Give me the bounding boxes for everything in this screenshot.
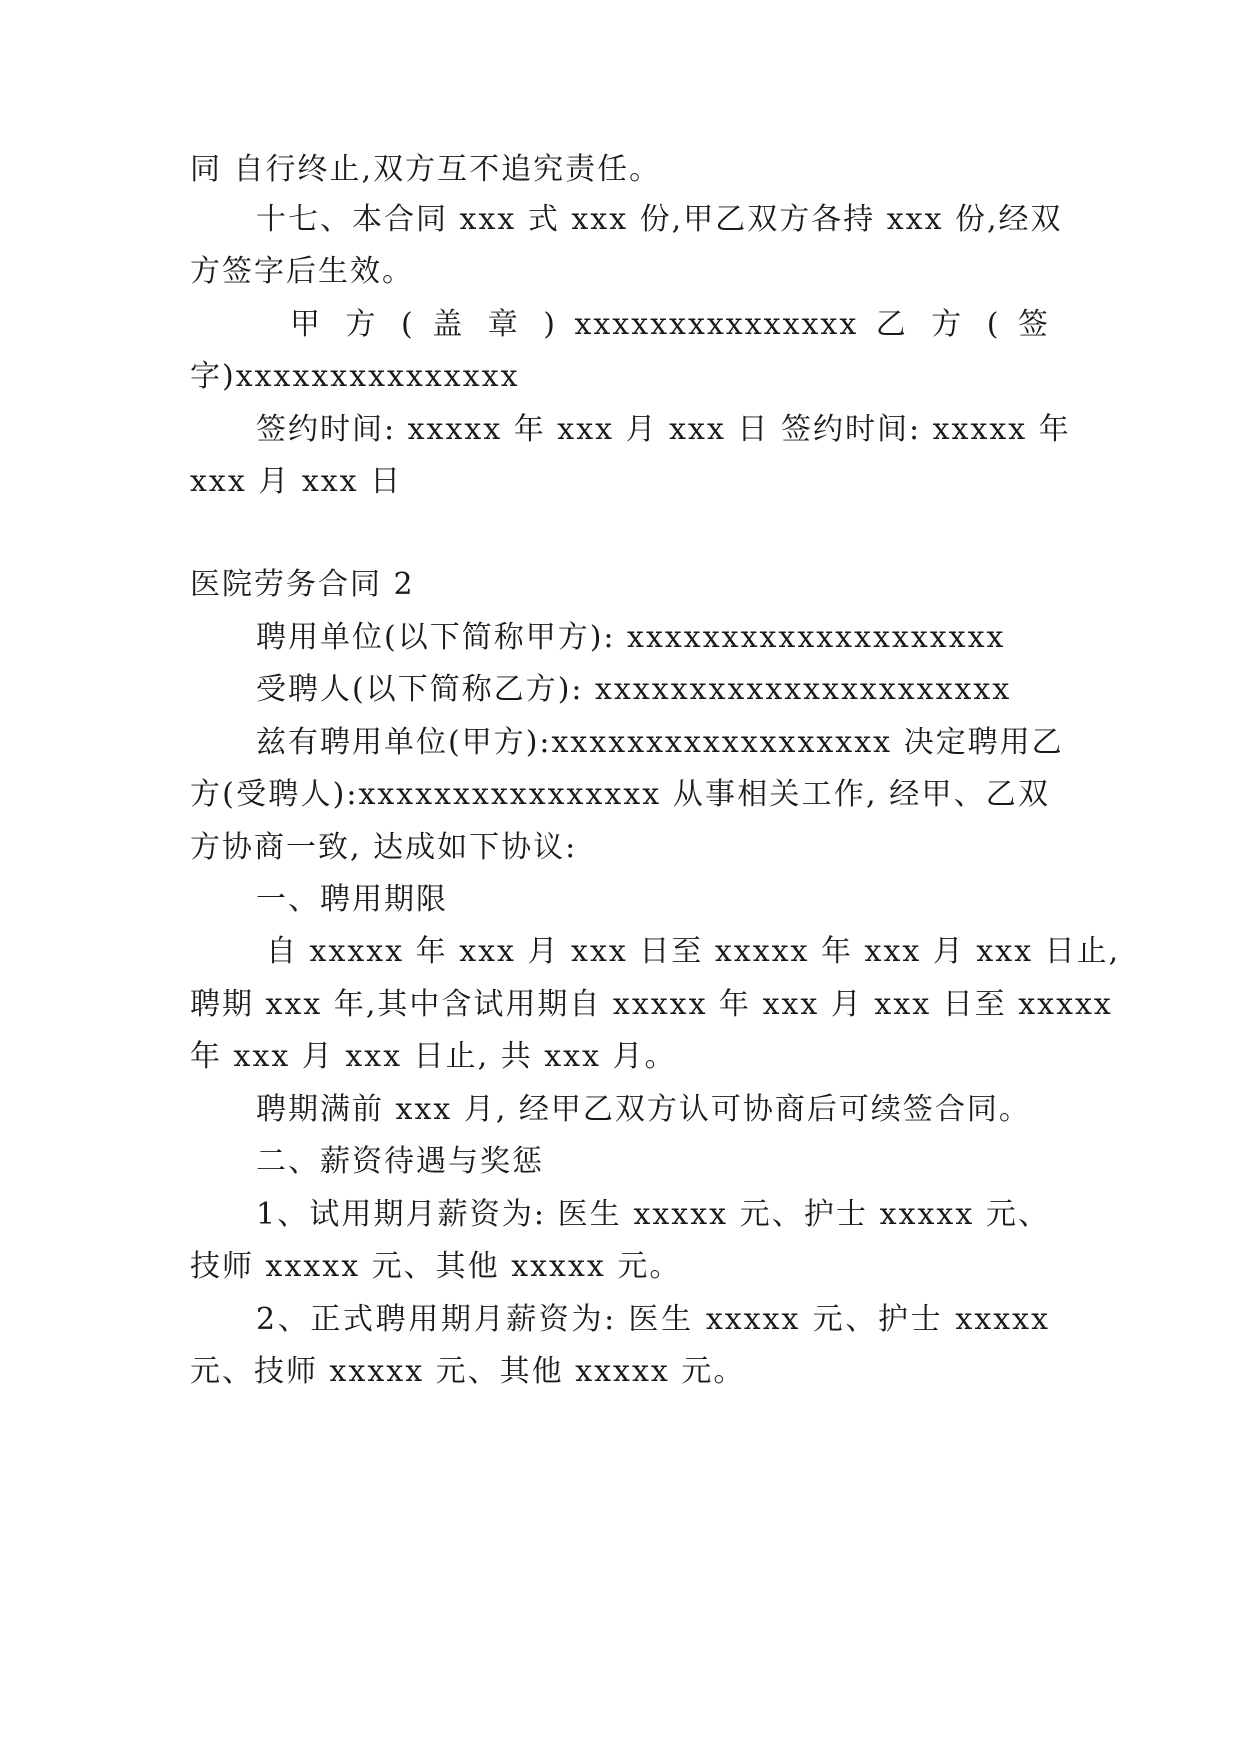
sign-date-line: xxx 月 xxx 日 [190,464,403,499]
section-heading: 一、聘用期限 [256,882,448,917]
section-heading: 二、薪资待遇与奖惩 [256,1144,544,1179]
document-title: 医院劳务合同 2 [190,567,415,602]
employee-field: 受聘人(以下简称乙方): xxxxxxxxxxxxxxxxxxxxxx [256,672,1012,707]
salary-line: 元、技师 xxxxx 元、其他 xxxxx 元。 [190,1354,746,1389]
salary-line: 技师 xxxxx 元、其他 xxxxx 元。 [190,1249,682,1284]
signature-party-line: 字)xxxxxxxxxxxxxxx [190,359,520,394]
paragraph-line: 方签字后生效。 [190,254,414,289]
term-line: 聘期 xxx 年,其中含试用期自 xxxxx 年 xxx 月 xxx 日至 xxxxx [190,987,1113,1022]
sign-date-line: 签约时间: xxxxx 年 xxx 月 xxx 日 签约时间: xxxxx 年 [256,412,1071,447]
signature-party-line: 甲 方 ( 盖 章 ) xxxxxxxxxxxxxxx 乙 方 ( 签 [290,307,1050,342]
employer-field: 聘用单位(以下简称甲方): xxxxxxxxxxxxxxxxxxxx [256,620,1006,655]
paragraph-line: 同 自行终止,双方互不追究责任。 [190,152,662,187]
salary-line: 1、试用期月薪资为: 医生 xxxxx 元、护士 xxxxx 元、 [256,1197,1050,1232]
salary-line: 2、正式聘用期月薪资为: 医生 xxxxx 元、护士 xxxxx [256,1302,1050,1337]
preamble-line: 方协商一致, 达成如下协议: [190,830,578,865]
term-line: 自 xxxxx 年 xxx 月 xxx 日至 xxxxx 年 xxx 月 xxx 日止, [266,934,1121,969]
preamble-line: 方(受聘人):xxxxxxxxxxxxxxxx 从事相关工作, 经甲、乙双 [190,777,1050,812]
preamble-line: 兹有聘用单位(甲方):xxxxxxxxxxxxxxxxxx 决定聘用乙 [256,725,1064,760]
renewal-line: 聘期满前 xxx 月, 经甲乙双方认可协商后可续签合同。 [256,1092,1031,1127]
clause-17-line: 十七、本合同 xxx 式 xxx 份,甲乙双方各持 xxx 份,经双 [256,202,1063,237]
term-line: 年 xxx 月 xxx 日止, 共 xxx 月。 [190,1039,677,1074]
